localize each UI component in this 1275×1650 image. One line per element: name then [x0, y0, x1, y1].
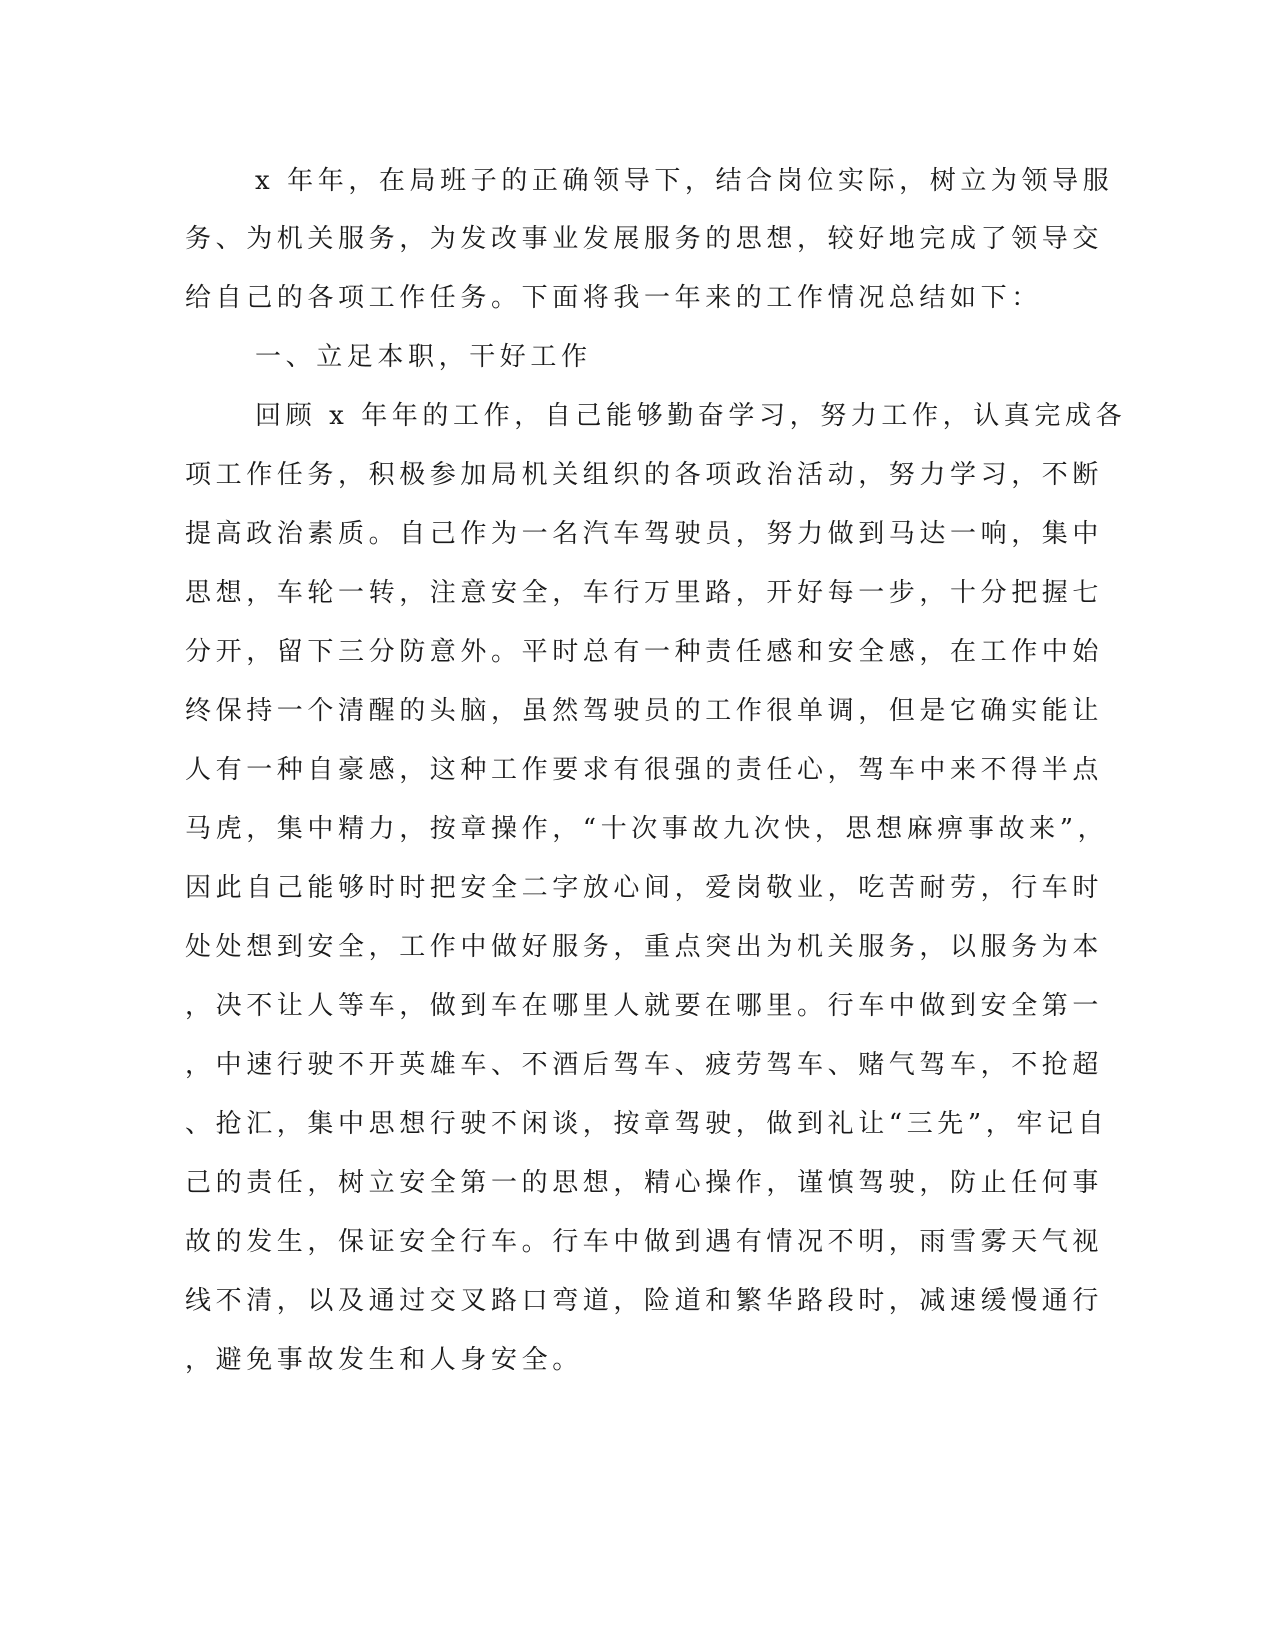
paragraph-intro-line-1: x 年年，在局班子的正确领导下，结合岗位实际，树立为领导服 — [255, 166, 1114, 196]
paragraph-body-line-9: 因此自己能够时时把安全二字放心间，爱岗敬业，吃苦耐劳，行车时 — [185, 873, 1104, 903]
paragraph-body-line-10: 处处想到安全，工作中做好服务，重点突出为机关服务，以服务为本 — [185, 932, 1104, 962]
paragraph-body-line-5: 分开，留下三分防意外。平时总有一种责任感和安全感，在工作中始 — [185, 637, 1104, 667]
paragraph-body-line-3: 提高政治素质。自己作为一名汽车驾驶员，努力做到马达一响，集中 — [185, 519, 1104, 549]
paragraph-body-line-7: 人有一种自豪感，这种工作要求有很强的责任心，驾车中来不得半点 — [185, 755, 1104, 785]
paragraph-body-line-12: ，中速行驶不开英雄车、不酒后驾车、疲劳驾车、赌气驾车，不抢超 — [185, 1050, 1104, 1080]
paragraph-body-line-13: 、抢汇，集中思想行驶不闲谈，按章驾驶，做到礼让“三先”，牢记自 — [185, 1109, 1109, 1139]
paragraph-body-line-4: 思想，车轮一转，注意安全，车行万里路，开好每一步，十分把握七 — [185, 578, 1104, 608]
paragraph-body-line-2: 项工作任务，积极参加局机关组织的各项政治活动，努力学习，不断 — [185, 460, 1104, 490]
paragraph-body-line-11: ，决不让人等车，做到车在哪里人就要在哪里。行车中做到安全第一 — [185, 991, 1104, 1021]
paragraph-body-line-14: 己的责任，树立安全第一的思想，精心操作，谨慎驾驶，防止任何事 — [185, 1168, 1104, 1198]
paragraph-intro-line-3: 给自己的各项工作任务。下面将我一年来的工作情况总结如下： — [185, 283, 1042, 313]
section-heading: 一、立足本职，干好工作 — [255, 342, 592, 372]
paragraph-body-line-1: 回顾 x 年年的工作，自己能够勤奋学习，努力工作，认真完成各 — [255, 401, 1127, 431]
paragraph-body-line-8: 马虎，集中精力，按章操作，“十次事故九次快，思想麻痹事故来”， — [185, 814, 1109, 844]
paragraph-body-line-17: ，避免事故发生和人身安全。 — [185, 1345, 583, 1375]
paragraph-body-line-6: 终保持一个清醒的头脑，虽然驾驶员的工作很单调，但是它确实能让 — [185, 696, 1104, 726]
paragraph-body-line-16: 线不清，以及通过交叉路口弯道，险道和繁华路段时，减速缓慢通行 — [185, 1286, 1104, 1316]
paragraph-body-line-15: 故的发生，保证安全行车。行车中做到遇有情况不明，雨雪雾天气视 — [185, 1227, 1104, 1257]
paragraph-intro-line-2: 务、为机关服务，为发改事业发展服务的思想，较好地完成了领导交 — [185, 224, 1104, 254]
